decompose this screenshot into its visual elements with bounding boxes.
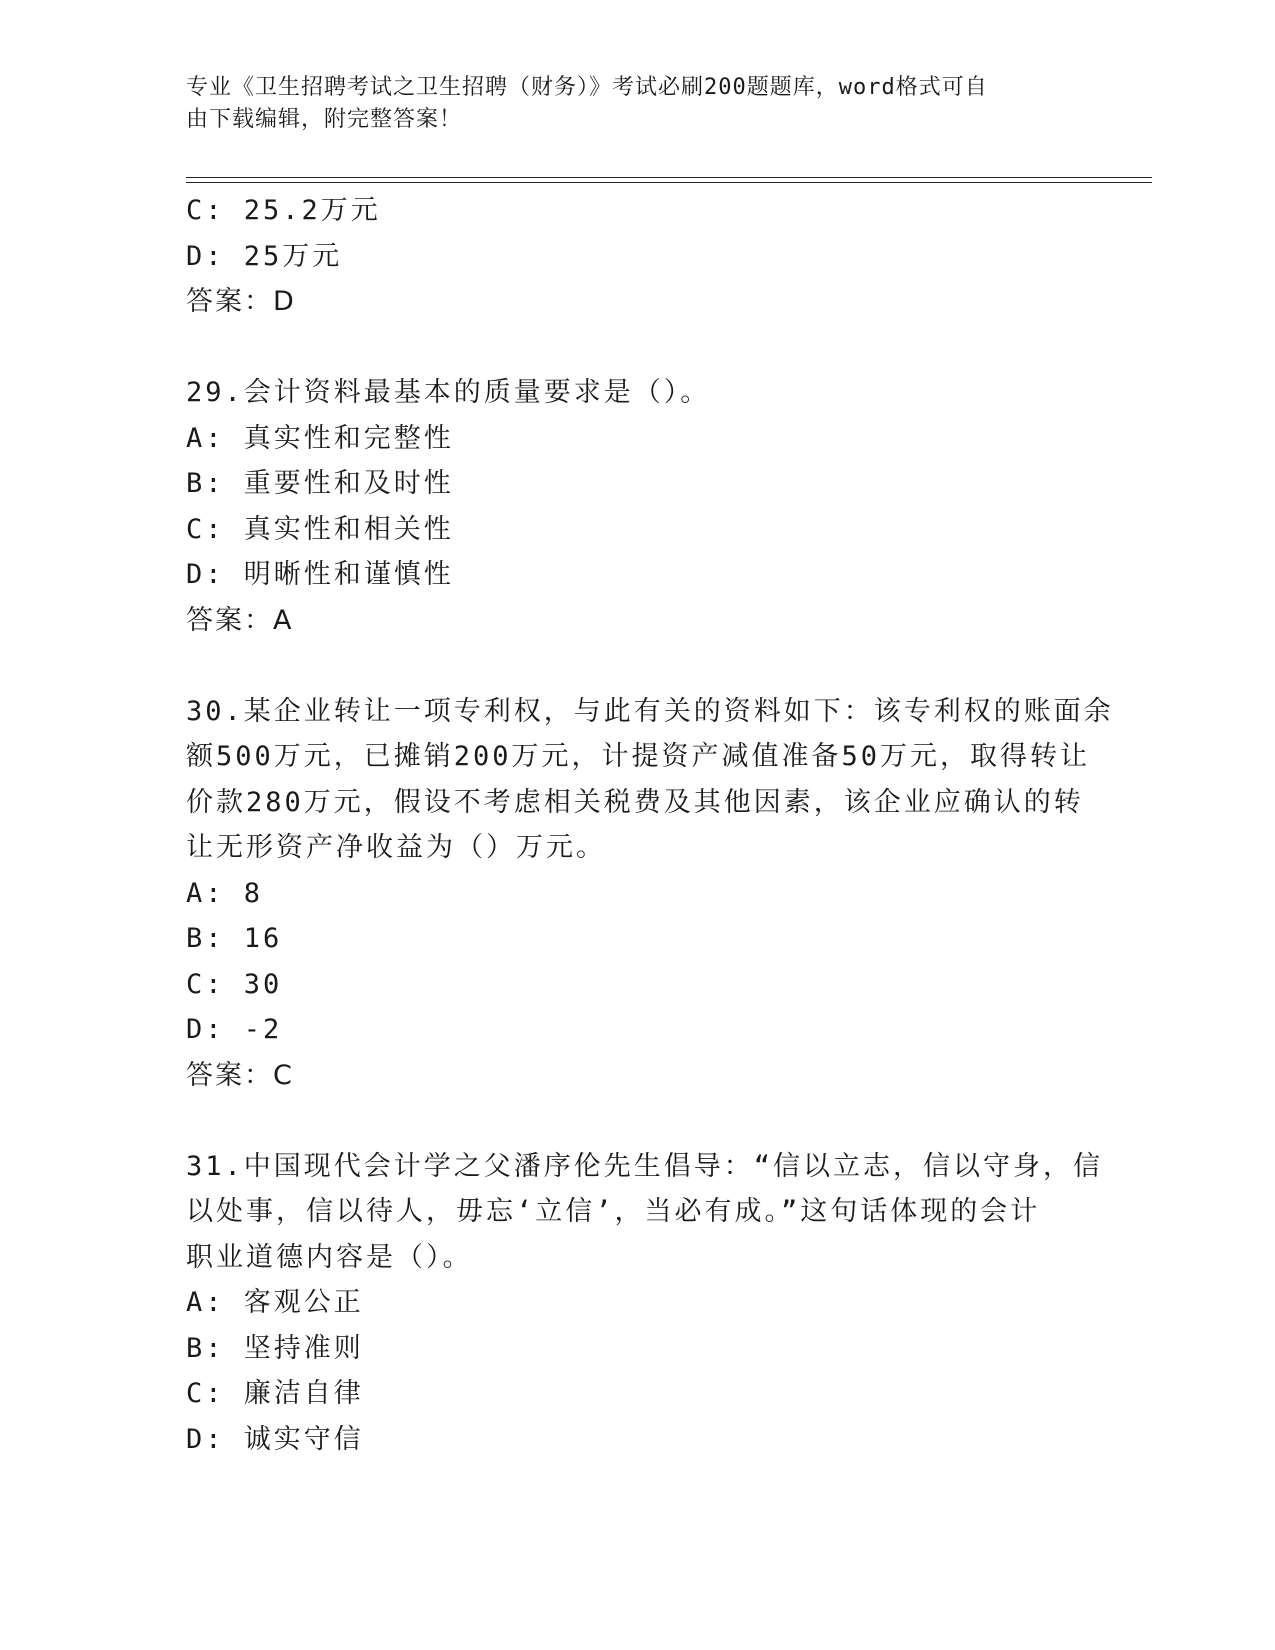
header-line-2: 由下载编辑，附完整答案！ [186, 107, 463, 132]
option-b: B: 重要性和及时性 [186, 468, 454, 499]
page-header [186, 72, 1066, 136]
spacer [186, 1098, 1086, 1144]
stem-line: 职业道德内容是（）。 [186, 1241, 473, 1273]
question-31 [186, 1144, 1104, 1463]
stem-line: 29.会计资料最基本的质量要求是（）。 [186, 377, 711, 408]
answer: 答案：A [186, 604, 294, 636]
stem-line: 额500万元，已摊销200万元，计提资产减值准备50万元，取得转让 [186, 741, 1091, 772]
option-b: B: 坚持准则 [186, 1332, 364, 1364]
header-rule-bottom [186, 182, 1152, 183]
spacer [186, 643, 1086, 689]
option-a: A: 真实性和完整性 [186, 422, 454, 454]
answer: 答案：C [186, 1059, 294, 1091]
option-c: C: 真实性和相关性 [186, 513, 454, 545]
option-d: D: -2 [186, 1014, 283, 1045]
question-29 [186, 370, 1086, 643]
stem-line: 以处事，信以待人，毋忘‘立信’，当必有成。”这句话体现的会计 [186, 1196, 1041, 1227]
option-d: D: 25万元 [186, 240, 343, 272]
stem-line: 31.中国现代会计学之父潘序伦先生倡导：“信以立志，信以守身，信 [186, 1150, 1104, 1182]
question-stem [186, 1144, 1104, 1281]
option-d: D: 诚实守信 [186, 1423, 364, 1455]
option-d: D: 明晰性和谨慎性 [186, 559, 454, 590]
option-c: C: 30 [186, 968, 283, 1000]
question-30 [186, 689, 1114, 1099]
question-list [186, 188, 1114, 1462]
spacer [186, 325, 1086, 371]
question-28-continued [186, 188, 1086, 325]
stem-line: 让无形资产净收益为（）万元。 [186, 832, 606, 863]
option-a: A: 客观公正 [186, 1287, 364, 1318]
stem-line: 30.某企业转让一项专利权，与此有关的资料如下：该专利权的账面余 [186, 695, 1114, 727]
stem-line: 价款280万元，假设不考虑相关税费及其他因素，该企业应确认的转 [186, 786, 1084, 818]
option-b: B: 16 [186, 923, 283, 954]
option-c: C: 廉洁自律 [186, 1378, 364, 1409]
header-line-1: 专业《卫生招聘考试之卫生招聘（财务）》考试必刷200题题库，word格式可自 [186, 75, 988, 100]
option-a: A: 8 [186, 877, 264, 909]
answer: 答案：D [186, 286, 296, 317]
question-stem [186, 689, 1114, 871]
option-c: C: 25.2万元 [186, 195, 381, 226]
header-rule-top [186, 177, 1152, 178]
question-stem [186, 370, 1086, 416]
